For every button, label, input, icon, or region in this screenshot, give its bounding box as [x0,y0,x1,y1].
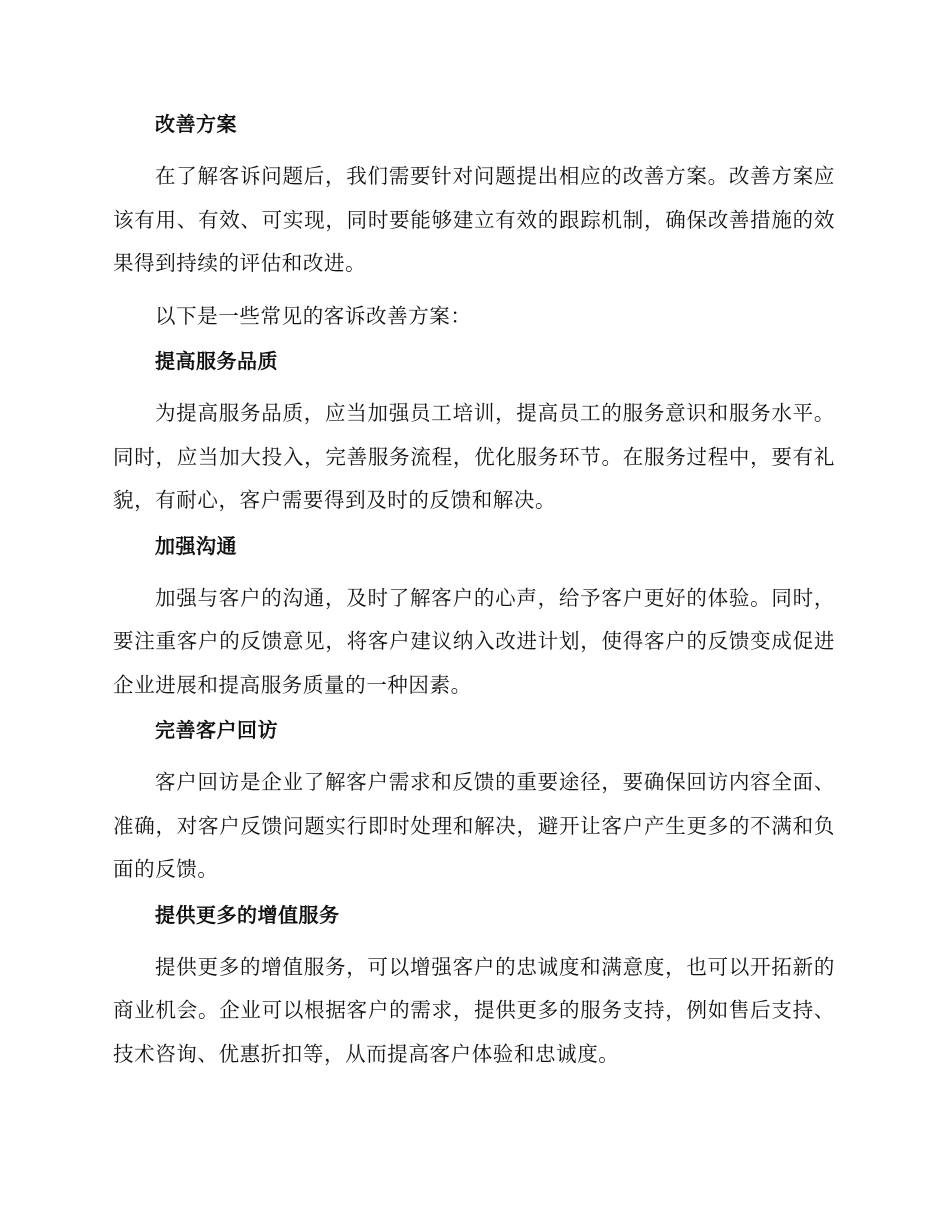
section-heading: 提高服务品质 [155,349,278,373]
section-value-added-services [113,901,835,1077]
paragraph: 提供更多的增值服务，可以增强客户的忠诚度和满意度，也可以开拓新的商业机会。企业可以根据客户的需求，提供更多的服务支持，例如售后支持、技术咨询、优惠折扣等，从而提高客户体验和忠诚度。 [113,954,835,1066]
paragraph: 客户回访是企业了解客户需求和反馈的重要途径，要确保回访内容全面、准确，对客户反馈问题实行即时处理和解决，避开让客户产生更多的不满和负面的反馈。 [113,770,835,881]
section-communication [113,532,835,708]
section-heading: 完善客户回访 [155,718,278,742]
section-heading: 加强沟通 [155,533,237,558]
section-service-quality [113,347,835,523]
paragraph: 为提高服务品质，应当加强员工培训，提高员工的服务意识和服务水平。同时，应当加大投入，完善服务流程，优化服务环节。在服务过程中，要有礼貌，有耐心，客户需要得到及时的反馈和解决。 [113,401,835,512]
paragraph: 加强与客户的沟通，及时了解客户的心声，给予客户更好的体验。同时，要注重客户的反馈意见，将客户建议纳入改进计划，使得客户的反馈变成促进企业进展和提高服务质量的一种因素。 [113,585,835,697]
paragraph: 以下是一些常见的客诉改善方案： [155,303,472,328]
section-customer-followup [113,716,835,892]
paragraph: 在了解客诉问题后，我们需要针对问题提出相应的改善方案。改善方案应该有用、有效、可实现，同时要能够建立有效的跟踪机制，确保改善措施的效果得到持续的评估和改进。 [113,164,835,275]
section-heading: 改善方案 [155,112,237,136]
section-improvement-plan [113,110,835,338]
section-heading: 提供更多的增值服务 [155,902,340,927]
